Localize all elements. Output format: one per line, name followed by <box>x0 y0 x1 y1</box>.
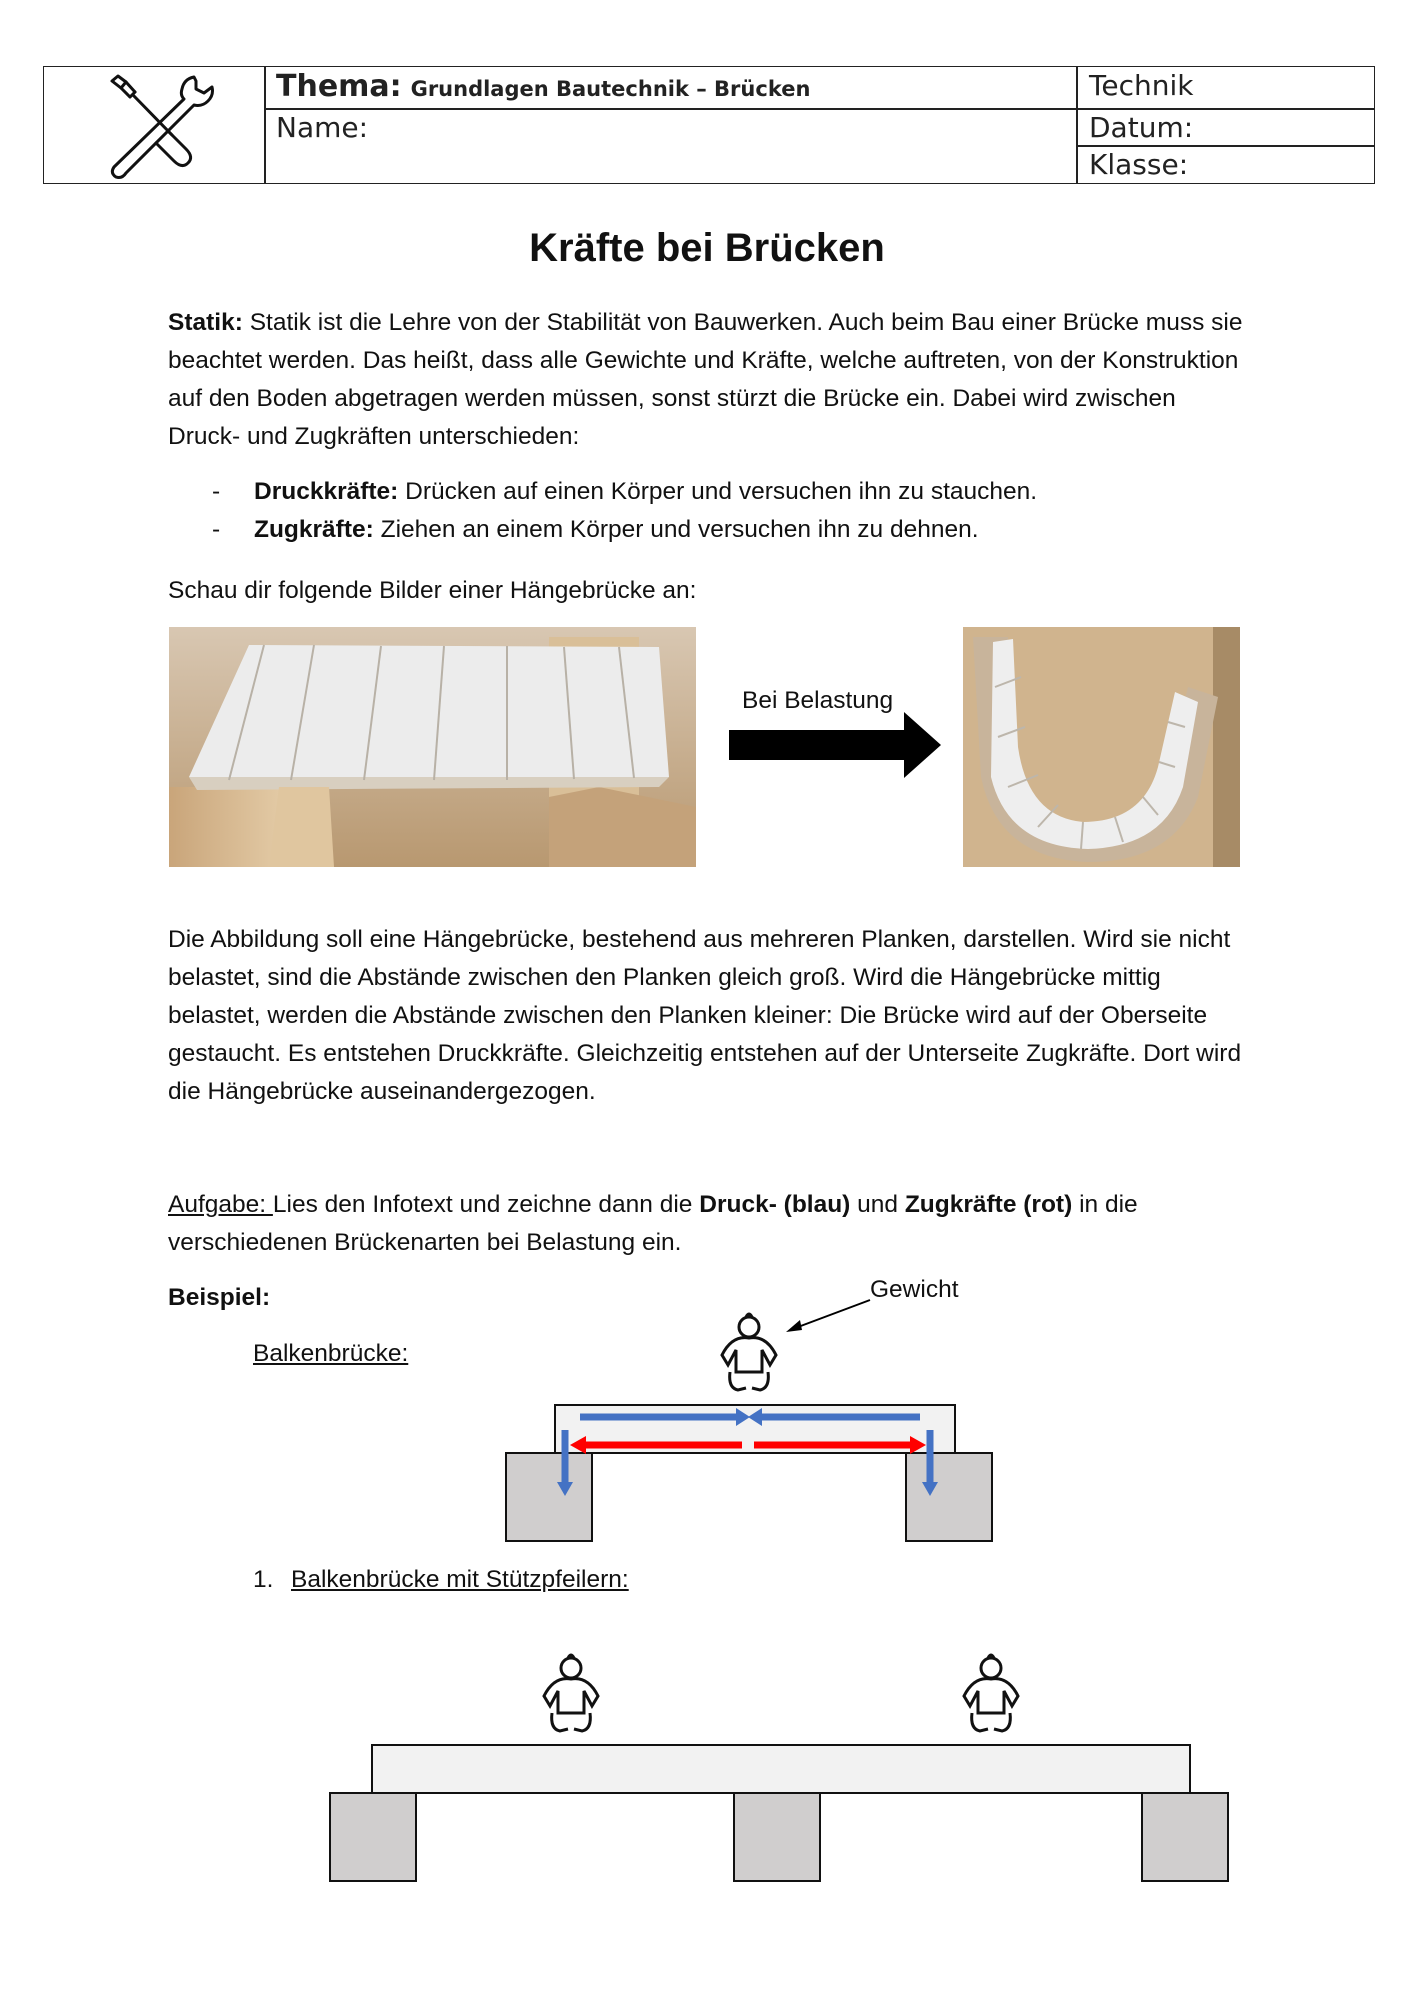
photo-unloaded-bridge <box>169 627 696 867</box>
description-paragraph <box>168 921 1248 1111</box>
header-table <box>43 66 1375 184</box>
example-beam-bridge-diagram <box>500 1290 1000 1550</box>
task-text-1: Lies den Infotext und zeichne dann die <box>272 1191 700 1218</box>
balkenbruecke-label: Balkenbrücke: <box>253 1340 409 1367</box>
task-paragraph <box>168 1186 1248 1262</box>
bullet-zug-text <box>254 511 979 549</box>
gewicht-label: Gewicht <box>870 1276 959 1303</box>
arrow-label: Bei Belastung <box>742 687 894 714</box>
bullet-dash: - <box>212 516 221 543</box>
beispiel-label: Beispiel: <box>168 1284 271 1311</box>
name-label: Name: <box>276 111 369 144</box>
right-arrow-icon <box>729 712 941 778</box>
datum-label: Datum: <box>1089 111 1194 144</box>
bullet-druck <box>212 473 220 511</box>
task-text-2: in die verschiedenen Brückenarten bei Belastung ein. <box>168 1191 1138 1256</box>
task-zug: Zugkräfte (rot) <box>904 1191 1073 1218</box>
photo-loaded-bridge <box>963 627 1240 867</box>
statik-text: Statik ist die Lehre von der Stabilität von Bauwerken. Auch beim Bau einer Brücke muss sie beachtet werden. Das heißt, dass alle Gewichte und Kräfte, welche auftreten, von der Konstruktion auf den Boden abgetragen werden müssen, sonst stürzt die Brücke ein. Dabei wird zwischen Druck- und Zugkräften unterschieden: <box>168 309 1243 450</box>
druck-text: Drücken auf einen Körper und versuchen ihn zu stauchen. <box>398 478 1038 505</box>
druck-term: Druckkräfte: <box>254 478 399 505</box>
task-label: Aufgabe: <box>168 1191 273 1218</box>
subject-label: Technik <box>1089 69 1194 102</box>
task-und: und <box>850 1191 905 1218</box>
weight-figure-icon <box>544 1655 598 1731</box>
weight-figure-icon <box>964 1655 1018 1731</box>
bullet-dash: - <box>212 478 221 505</box>
thema-value: Grundlagen Bautechnik – Brücken <box>410 77 811 101</box>
intro-images: Schau dir folgende Bilder einer Hängebrücke an: <box>168 577 697 604</box>
zug-term: Zugkräfte: <box>254 516 374 543</box>
description-text: Die Abbildung soll eine Hängebrücke, bestehend aus mehreren Planken, darstellen. Wird sie nicht belastet, sind die Abstände zwischen den Planken gleich groß. Wird die Hängebrücke mittig belastet, werden die Abstände zwischen den Planken kleiner: Die Brücke wird auf der Oberseite gestaucht. Es entstehen Druckkräfte. Gleichzeitig entstehen auf der Unterseite Zugkräfte. Dort wird die Hängebrücke auseinandergezogen. <box>168 926 1242 1105</box>
bullet-zug <box>212 511 220 549</box>
statik-label: Statik: <box>168 309 243 336</box>
page-title: Kräfte bei Brücken <box>529 226 885 270</box>
weight-figure-icon <box>722 1314 776 1390</box>
zug-text: Ziehen an einem Körper und versuchen ihn zu dehnen. <box>373 516 979 543</box>
statik-paragraph <box>168 304 1248 456</box>
task-druck: Druck- (blau) <box>699 1191 851 1218</box>
thema-label: Thema: <box>276 69 402 104</box>
item1-label: Balkenbrücke mit Stützpfeilern: <box>291 1566 629 1593</box>
pillar-beam-bridge-diagram <box>320 1650 1260 1900</box>
klasse-label: Klasse: <box>1089 148 1189 181</box>
bullet-druck-text <box>254 473 1037 511</box>
item1-number: 1. <box>253 1566 274 1593</box>
tools-icon <box>44 67 264 183</box>
